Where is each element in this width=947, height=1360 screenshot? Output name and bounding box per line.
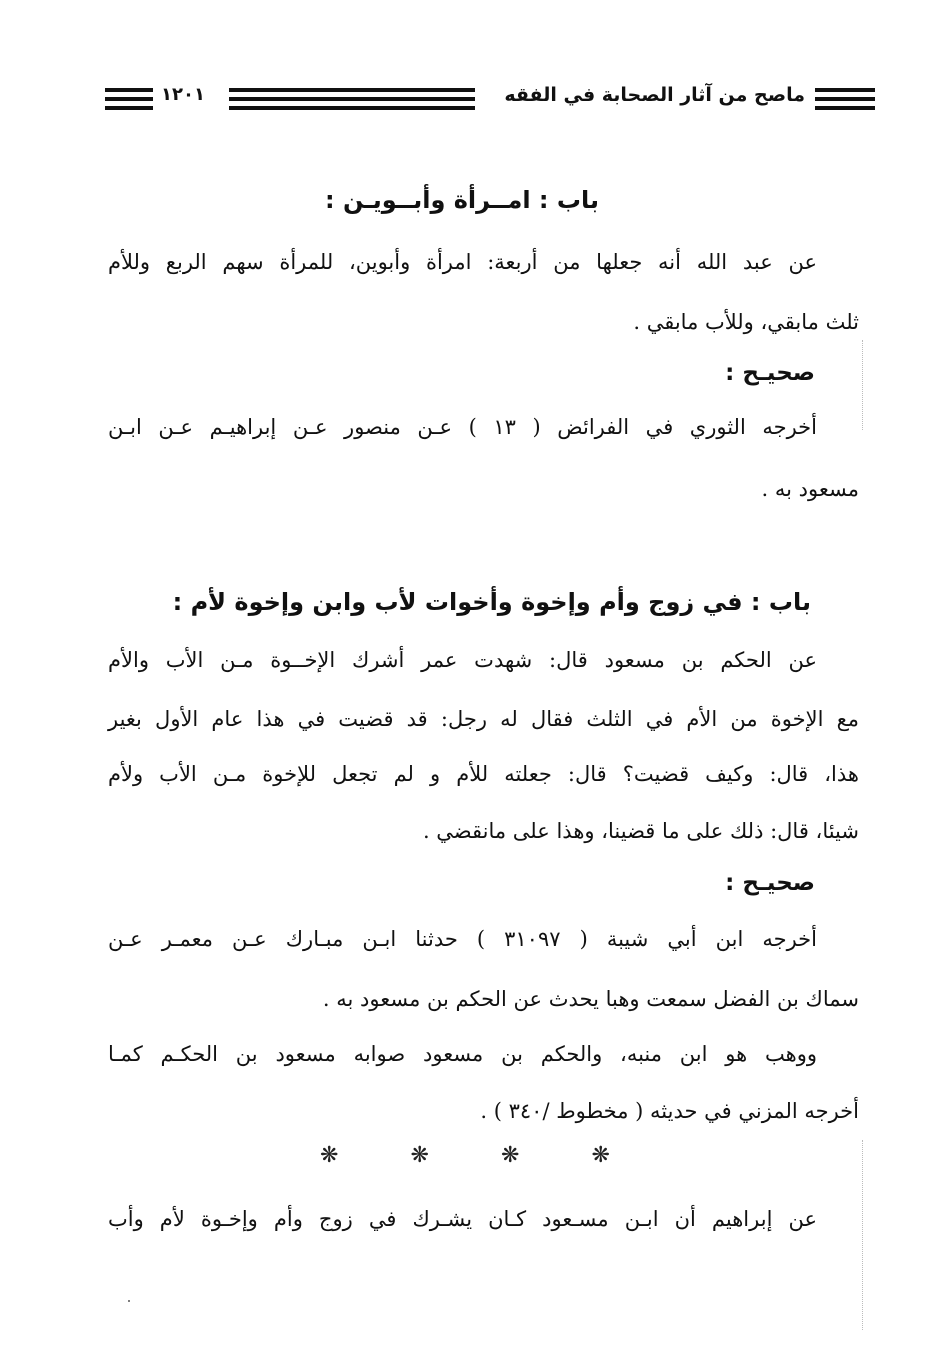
paragraph-line: سماك بن الفضل سمعت وهبا يحدث عن الحكم بن مسعود به .: [322, 987, 859, 1011]
asterism-icon: ❋: [410, 1143, 429, 1168]
paragraph-line: أخرجه ابن أبي شيبة ( ٣١٠٩٧ ) حدثنا ابـن مبـارك عـن معمـر عـن: [108, 927, 817, 951]
grade-label: صحيـح :: [725, 870, 815, 896]
section-separator: [320, 1143, 610, 1168]
asterism-icon: ❋: [591, 1143, 610, 1168]
running-header: [105, 82, 875, 122]
asterism-icon: ❋: [501, 1143, 520, 1168]
grade-label: صحيـح :: [725, 360, 815, 386]
section-heading-husband-mother-siblings: باب : في زوج وأم وإخوة وأخوات لأب وابن وإخوة لأم :: [172, 588, 811, 616]
paragraph-line: هذا، قال: وكيف قضيت؟ قال: جعلته للأم و لم تجعل للإخوة مـن الأب ولأم: [108, 762, 859, 786]
paragraph-line: عن إبراهيم أن ابـن مسـعود كـان يشـرك في زوج وأم وإخـوة لأم وأب: [108, 1207, 817, 1231]
paragraph-line: شيئا، قال: ذلك على ما قضينا، وهذا على مانقضي .: [422, 819, 859, 843]
header-rule-right: [815, 88, 875, 115]
asterism-icon: ❋: [320, 1143, 339, 1168]
paragraph-line: ثلث مابقي، وللأب مابقي .: [633, 310, 859, 334]
header-rule-left: [105, 88, 153, 115]
scan-margin-mark: [862, 340, 863, 430]
section-heading-wife-and-parents: باب : امــرأة وأبــويـن :: [325, 186, 599, 214]
scan-speck: [128, 1300, 130, 1302]
paragraph-line: عن الحكم بن مسعود قال: شهدت عمر أشرك الإخــوة مـن الأب والأم: [108, 648, 817, 672]
paragraph-line: مسعود به .: [761, 477, 859, 501]
scan-margin-mark: [862, 1140, 863, 1330]
header-title: ماصح من آثار الصحابة في الفقه: [504, 84, 805, 106]
paragraph-line: أخرجه الثوري في الفرائض ( ١٣ ) عـن منصور عـن إبراهيـم عـن ابـن: [108, 415, 817, 439]
paragraph-line: مع الإخوة من الأم في الثلث فقال له رجل: قد قضيت في هذا عام الأول بغير: [108, 707, 859, 731]
paragraph-line: عن عبد الله أنه جعلها من أربعة: امرأة وأبوين، للمرأة سهم الربع وللأم: [108, 250, 817, 274]
paragraph-line: أخرجه المزني في حديثه ( مخطوط /٣٤٠ ) .: [480, 1099, 859, 1123]
page-number: ١٢٠١: [161, 84, 205, 105]
paragraph-line: ووهب هو ابن منبه، والحكم بن مسعود صوابه مسعود بن الحكـم كمـا: [108, 1042, 817, 1066]
header-rule-middle: [229, 88, 475, 115]
